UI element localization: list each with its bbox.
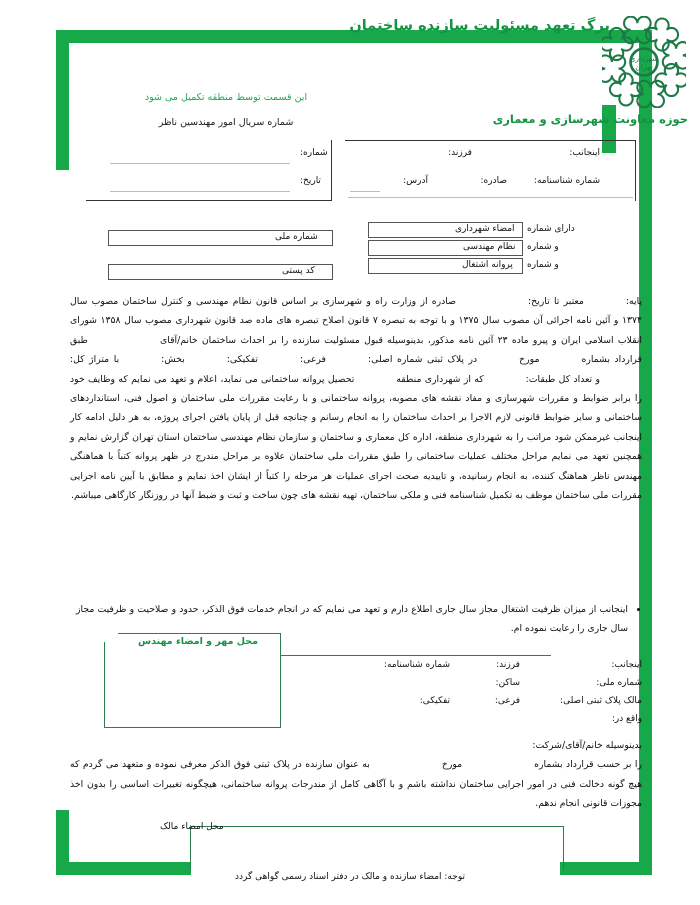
label-permit-prefix-2: و شماره — [527, 260, 559, 270]
body-text-block — [70, 292, 642, 505]
label-municipality-signature: امضاء شهرداری — [455, 224, 515, 234]
region-note-block — [86, 92, 366, 128]
svg-text:شهرداری: شهرداری — [629, 54, 659, 64]
label-engineering-org: نظام مهندسی — [463, 242, 516, 252]
body-paragraph — [70, 292, 642, 505]
label-address: آدرس: — [403, 176, 428, 186]
tehran-municipality-logo — [602, 16, 686, 108]
label-section: بخش: — [161, 354, 185, 366]
engineer-seal-corner-cut — [104, 633, 118, 642]
department-title: حوزه معاونت شهرسازی و معماری — [492, 112, 688, 126]
rule-upper-bottom — [348, 197, 633, 198]
label-permit-prefix-0: دارای شماره — [527, 224, 575, 234]
label-lower-located: واقع در: — [611, 714, 642, 724]
label-final-contract: را بر حسب قرارداد بشماره — [534, 759, 642, 771]
label-plate-main: در پلاک ثبتی شماره اصلی: — [368, 354, 478, 366]
label-lower-id-number: شماره شناسنامه: — [383, 660, 450, 670]
label-employment-license: پروانه اشتغال — [462, 260, 513, 270]
body-text-main: صادره از وزارت راه و شهرسازی بر اساس قانون نظام مهندسی و کنترل ساختمان مصوب سال ۱۳۷۴ و آئین نامه اجرائی آن مصوب سال ۱۳۷۵ و با توجه به تبصره ۷ قانون اصلاح تبصره های ماده صد قانون شهرداری مصوب سال ۱۳۵۸ شورای انقلاب اسلامی ایران و پیرو ماده ۲۳ آئین نامه مذکور، بدینوسیله قبول مسئولیت سازنده را بر احداث ساختمان خانم/آقای — [70, 296, 643, 346]
label-contract-date: مورخ — [519, 354, 540, 366]
owner-signature-label: محل امضاء مالک — [160, 822, 224, 832]
final-text-main: به عنوان سازنده در پلاک ثبتی فوق الذکر معرفی نموده و متعهد می گردم که هیچ گونه دخالت فنی در امور اجرایی ساختمان نداشته باشم و با آگاهی کامل از مندرجات پروانه ساختمانی، هیچگونه تغییرات اساسی را بدون اخذ مجوزات قانونی انجام ندهم. — [70, 759, 642, 810]
label-grade: پایه: — [625, 296, 642, 307]
label-child-of: فرزند: — [448, 148, 472, 158]
label-id-number: شماره شناسنامه: — [533, 176, 600, 186]
label-date: تاریخ: — [300, 176, 321, 186]
rule-address[interactable] — [350, 191, 380, 192]
label-from-district: که از شهرداری منطقه — [396, 373, 484, 385]
label-applicant: اینجانب: — [569, 148, 600, 158]
svg-text:تهران: تهران — [635, 62, 653, 72]
rule-number[interactable] — [110, 163, 290, 164]
label-postal-code: کد پستی — [282, 266, 315, 276]
owner-signature-box[interactable] — [190, 826, 564, 870]
engineer-seal-label: محل مهر و امضاء مهندس — [138, 636, 258, 647]
label-lower-owner-plate: مالک پلاک ثبتی اصلی: — [560, 696, 642, 706]
label-lower-resident: ساکن: — [495, 678, 520, 688]
footer-note: توجه: امضاء سازنده و مالک در دفتر اسناد رسمی گواهی گردد — [235, 872, 465, 882]
label-valid-until: معتبر تا تاریخ: — [528, 296, 584, 307]
label-lower-sub-plate: فرعی: — [494, 696, 520, 706]
final-line-1: بدینوسیله خانم/آقای/شرکت: — [532, 740, 642, 751]
label-lower-national-id: شماره ملی: — [596, 678, 642, 688]
rule-date[interactable] — [110, 191, 290, 192]
label-total-floors: و تعداد کل طبقات: — [525, 373, 600, 385]
label-plate-sub: فرعی: — [300, 354, 327, 366]
final-text-block — [70, 736, 642, 814]
capacity-declaration-item: • اینجانب از میزان ظرفیت اشتغال مجاز سال جاری اطلاع دارم و تعهد می نمایم که در انجام خدمات فوق الذکر، حدود و صلاحیت و ظرفیت مجاز سال جاری را رعایت نموده ام. — [76, 600, 628, 639]
page-title: برگ تعهد مسئولیت سازنده ساختمان — [349, 18, 610, 34]
final-paragraph — [70, 755, 642, 813]
label-permit-prefix-1: و شماره — [527, 242, 559, 252]
label-lower-applicant: اینجانب: — [611, 660, 642, 670]
label-national-id: شماره ملی — [275, 232, 318, 242]
label-total-area: با متراژ کل: — [70, 354, 120, 366]
label-final-date: مورخ — [441, 759, 463, 771]
label-lower-child-of: فرزند: — [496, 660, 520, 670]
body-text-obligations: تحصیل پروانه ساختمانی می نماید، اعلام و تعهد می نمایم که وظایف خود را برابر ضوابط و مقررات شهرسازی و مفاد نقشه های مصوبه، پروانه ساختمانی و با رعایت مقررات ملی ساختمان و اصول فنی، استانداردهای ساختمانی و سایر ضوابط قانونی لازم الاجرا بر احداث ساختمان را به انجام رسانم و چنانچه قبل از پایان یافتن اجرای پروژه، به هر دلیل ادامه کار اینجانب غیرممکن شود مراتب را به شهرداری منطقه، اداره کل معماری و ساختمان و سازمان نظام مهندسی ساختمان استان تهران گزارش نمایم و همچنین تعهد می نمایم مراحل مختلف عملیات ساختمانی را طبق مقررات ملی ساختمان علاوه بر مراحل مندرج در ظهر پروانه کتباً با هماهنگی مهندس ناظر هماهنگ کننده، به انجام رسانیده، و تاییدیه صحت اجرای عملیات هر مرحله را کتباً از ایشان اخذ نمایم و مطابق با آیین نامه اجرایی مقررات ملی ساختمان موظف به تکمیل شناسنامه فنی و ملکی ساختمان، تهیه نقشه های چون ساخت و ثبت و ضبط آنها در روزنگار کارگاهی میباشم. — [70, 373, 642, 502]
region-fill-note: این قسمت توسط منطقه تکمیل می شود — [144, 92, 308, 103]
label-number: شماره: — [300, 148, 328, 158]
label-plate-partition: تفکیکی: — [226, 354, 258, 366]
frame-left-upper — [56, 30, 69, 170]
label-contract-number: طبق قرارداد بشماره — [70, 334, 642, 366]
label-lower-partition: تفکیکی: — [419, 696, 450, 706]
serial-number-note: شماره سریال امور مهندسین ناظر — [158, 117, 294, 128]
label-issued-at: صادره: — [480, 176, 507, 186]
lower-form-fields — [0, 655, 700, 745]
